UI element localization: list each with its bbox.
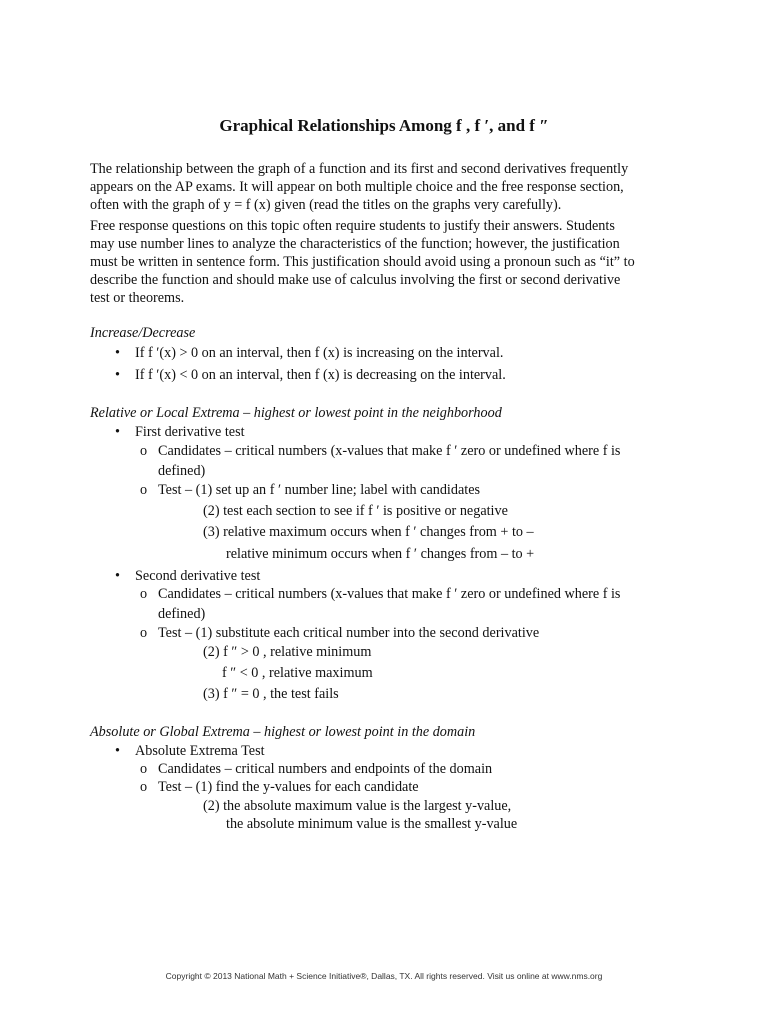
sub-bullet-text: Candidates – critical numbers (x-values that make f ′ zero or undefined where f is: [158, 443, 621, 459]
bullet-icon: •: [115, 424, 120, 440]
bullet-text: Second derivative test: [135, 568, 261, 584]
bullet-icon: •: [115, 367, 120, 383]
test-step: relative minimum occurs when f ′ changes from – to +: [226, 546, 535, 562]
sub-bullet-text: defined): [158, 463, 206, 479]
test-step: (3) f ″ = 0 , the test fails: [203, 686, 339, 702]
bullet-text: If f ′(x) > 0 on an interval, then f (x) is increasing on the interval.: [135, 345, 504, 361]
test-step: (3) relative maximum occurs when f ′ changes from + to –: [203, 524, 534, 540]
test-step: (2) the absolute maximum value is the largest y-value,: [203, 798, 512, 814]
copyright-footer: Copyright © 2013 National Math + Science Initiative®, Dallas, TX. All rights reserved. Visit us online at www.nms.org: [165, 971, 603, 981]
circle-bullet-icon: o: [140, 779, 148, 795]
circle-bullet-icon: o: [140, 761, 148, 777]
text-line: often with the graph of y = f (x) given (read the titles on the graphs very carefully).: [90, 197, 562, 213]
text-line: test or theorems.: [90, 290, 185, 306]
sub-bullet-text: defined): [158, 606, 206, 622]
circle-bullet-icon: o: [140, 625, 148, 641]
bullet-icon: •: [115, 743, 120, 759]
sub-bullet-text: Candidates – critical numbers and endpoints of the domain: [158, 761, 493, 777]
sub-bullet-text: Candidates – critical numbers (x-values that make f ′ zero or undefined where f is: [158, 586, 621, 602]
intro-paragraph-2: [90, 217, 680, 307]
circle-bullet-icon: o: [140, 586, 148, 602]
bullet-icon: •: [115, 345, 120, 361]
test-step: (2) test each section to see if f ′ is positive or negative: [203, 503, 508, 519]
sub-bullet-text: Test – (1) substitute each critical number into the second derivative: [158, 625, 540, 641]
bullet-text: First derivative test: [135, 424, 245, 440]
text-line: describe the function and should make use of calculus involving the first or second derivative: [90, 272, 621, 288]
bullet-text: If f ′(x) < 0 on an interval, then f (x) is decreasing on the interval.: [135, 367, 506, 383]
bullet-icon: •: [115, 568, 120, 584]
sub-bullet-text: Test – (1) set up an f ′ number line; label with candidates: [158, 482, 481, 498]
test-step: (2) f ″ > 0 , relative minimum: [203, 644, 372, 660]
section-heading-absolute-extrema: Absolute or Global Extrema – highest or lowest point in the domain: [90, 724, 476, 740]
test-step: the absolute minimum value is the smallest y-value: [226, 816, 518, 832]
page-title: Graphical Relationships Among f , f ′, and f ″: [219, 116, 549, 135]
intro-paragraph-1: [90, 160, 680, 214]
section-heading-relative-extrema: Relative or Local Extrema – highest or lowest point in the neighborhood: [90, 405, 502, 421]
text-line: appears on the AP exams. It will appear on both multiple choice and the free response section,: [90, 179, 624, 195]
text-line: must be written in sentence form. This justification should avoid using a pronoun such as “it” to: [90, 254, 635, 270]
bullet-text: Absolute Extrema Test: [135, 743, 265, 759]
circle-bullet-icon: o: [140, 482, 148, 498]
text-line: may use number lines to analyze the characteristics of the function; however, the justification: [90, 236, 620, 252]
circle-bullet-icon: o: [140, 443, 148, 459]
section-heading-increase-decrease: Increase/Decrease: [90, 325, 196, 341]
test-step: f ″ < 0 , relative maximum: [222, 665, 373, 681]
text-line: The relationship between the graph of a function and its first and second derivatives frequently: [90, 161, 629, 177]
text-line: Free response questions on this topic often require students to justify their answers. Students: [90, 218, 615, 234]
sub-bullet-text: Test – (1) find the y-values for each candidate: [158, 779, 419, 795]
